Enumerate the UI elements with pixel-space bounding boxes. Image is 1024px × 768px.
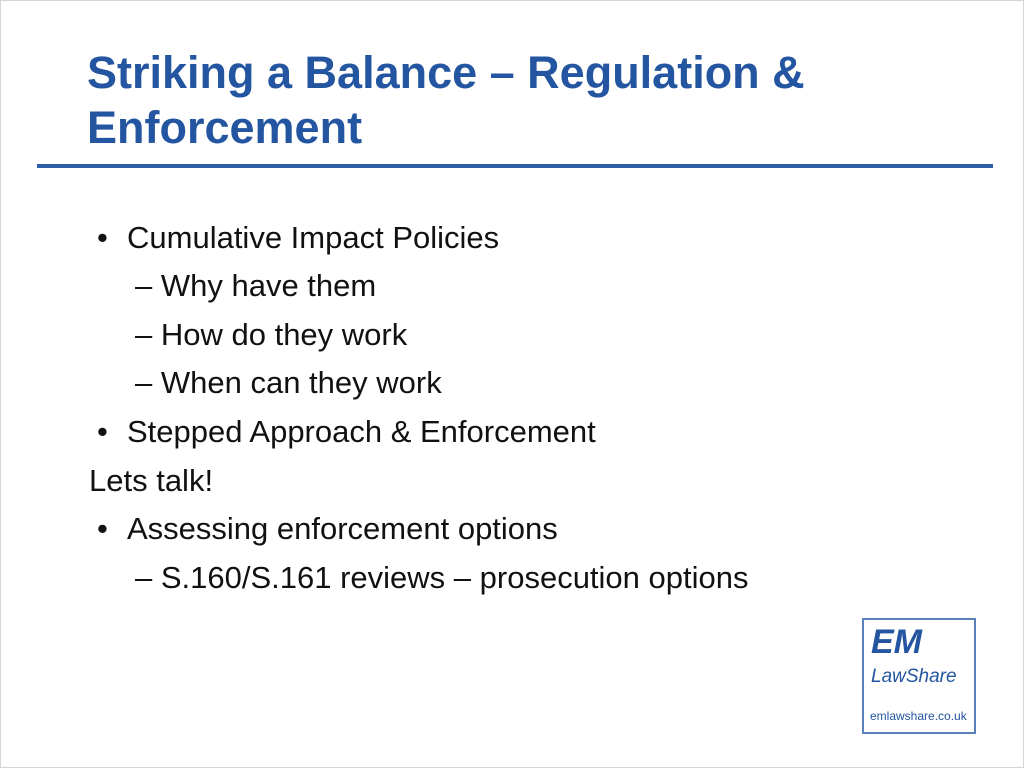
bullet-item-stepped-approach: Stepped Approach & Enforcement [127, 414, 596, 449]
logo-em-text: EM [871, 623, 922, 661]
bullet-icon: • [97, 220, 108, 255]
slide-title-line-1: Striking a Balance – Regulation & [87, 47, 805, 98]
slide-title-line-2: Enforcement [87, 102, 363, 153]
bullet-item-assessing-enforcement: Assessing enforcement options [127, 511, 558, 546]
bullet-icon: • [97, 414, 108, 449]
bullet-icon: • [97, 511, 108, 546]
em-lawshare-logo [862, 618, 976, 734]
sub-item-how-do-they-work: – How do they work [135, 317, 408, 352]
plain-item-lets-talk: Lets talk! [89, 463, 214, 498]
sub-item-why-have-them: – Why have them [135, 268, 377, 303]
sub-item-when-can-they-work: – When can they work [135, 365, 442, 400]
logo-lawshare-text: LawShare [871, 666, 957, 687]
bullet-item-cumulative-impact-policies: Cumulative Impact Policies [127, 220, 500, 255]
logo-url-text: emlawshare.co.uk [870, 709, 967, 723]
sub-item-reviews-prosecution: – S.160/S.161 reviews – prosecution options [135, 560, 749, 595]
